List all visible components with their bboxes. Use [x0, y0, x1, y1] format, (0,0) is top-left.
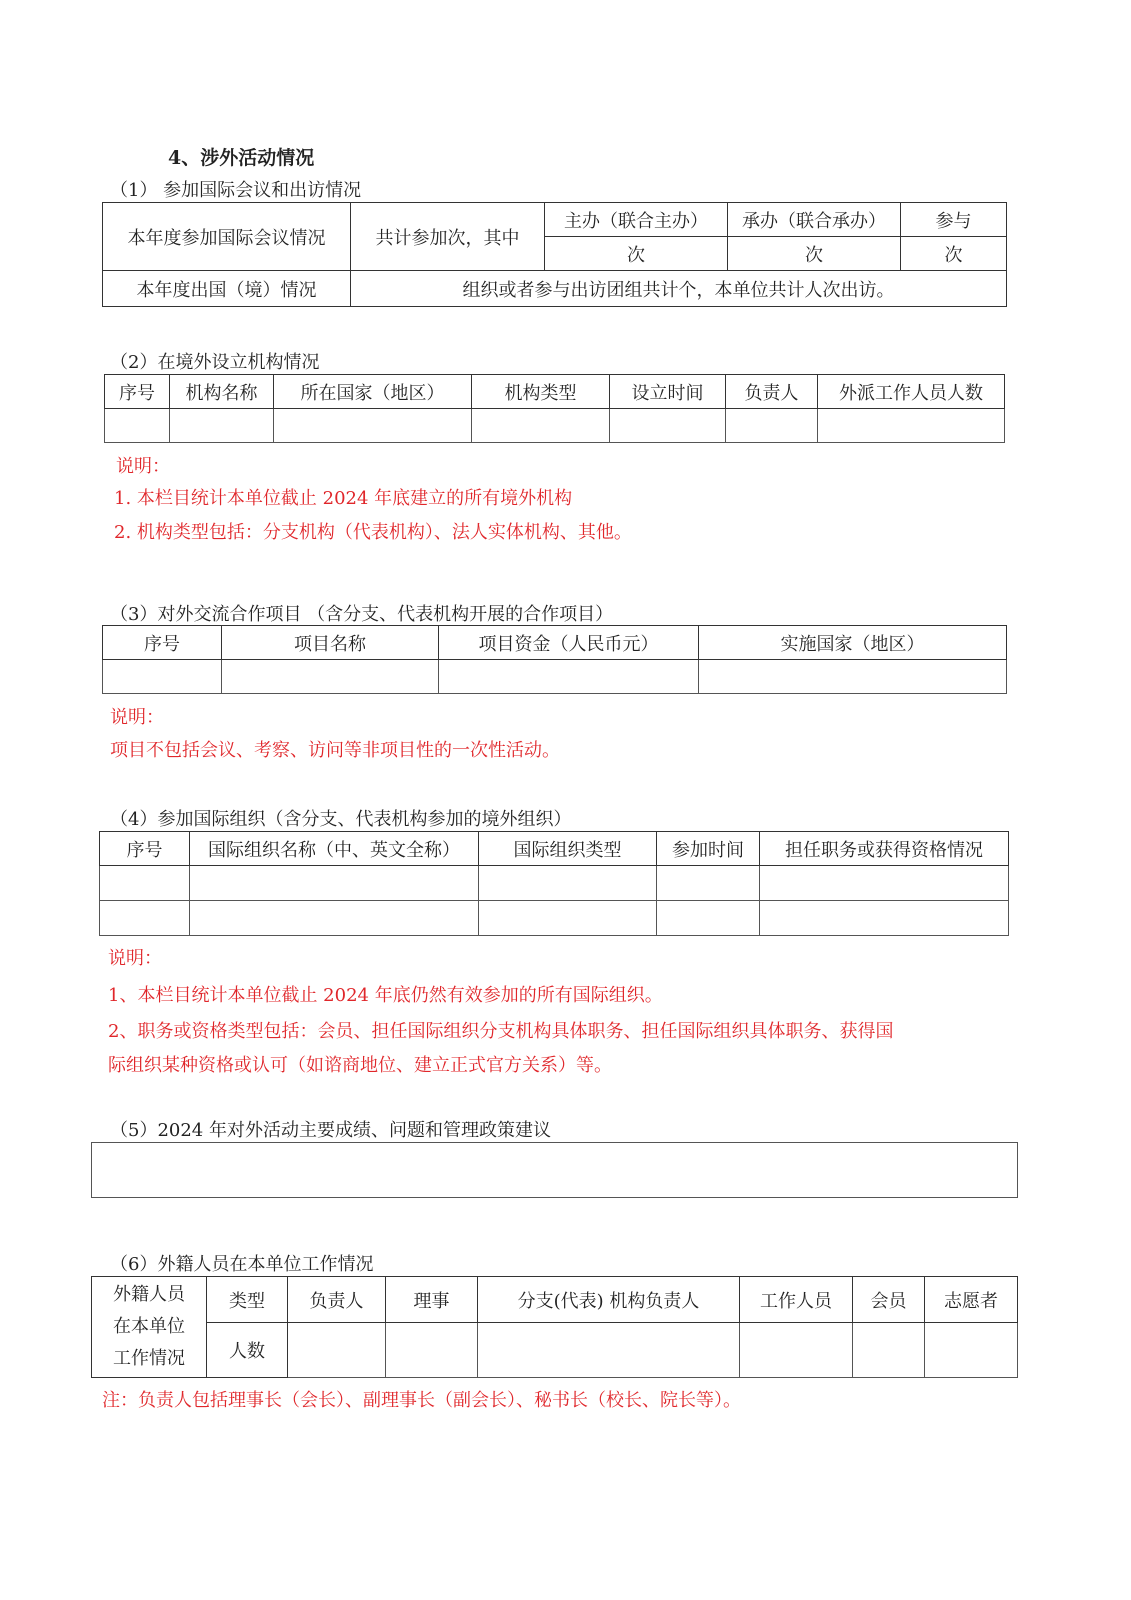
count-leader[interactable] — [288, 1323, 386, 1378]
table-cell[interactable] — [100, 901, 190, 936]
col-header: 负责人 — [288, 1277, 386, 1323]
outbound-row-label: 本年度出国（境）情况 — [103, 271, 351, 307]
count-branch-leader[interactable] — [478, 1323, 740, 1378]
col-header: 参加时间 — [657, 832, 760, 866]
host-header: 主办（联合主办） — [545, 203, 728, 237]
footnote: 注：负责人包括理事长（会长）、副理事长（副会长）、秘书长（校长、院长等）。 — [102, 1390, 741, 1411]
section-1-title: （1） 参加国际会议和出访情况 — [110, 180, 362, 201]
col-header: 机构类型 — [472, 375, 610, 409]
table-cell[interactable] — [818, 409, 1005, 443]
table-cell[interactable] — [105, 409, 170, 443]
foreign-staff-row-label — [92, 1277, 207, 1378]
col-header: 分支(代表) 机构负责人 — [478, 1277, 740, 1323]
table-cell[interactable] — [760, 901, 1009, 936]
count-label: 人数 — [207, 1323, 288, 1378]
row-label-line: 工作情况 — [113, 1348, 185, 1369]
table-cell[interactable] — [472, 409, 610, 443]
section-4-title: （4）参加国际组织（含分支、代表机构参加的境外组织） — [110, 809, 572, 830]
undertake-count[interactable]: 次 — [728, 237, 901, 271]
host-count[interactable]: 次 — [545, 237, 728, 271]
col-header: 项目名称 — [222, 626, 439, 660]
table-cell[interactable] — [657, 901, 760, 936]
table-row — [100, 901, 1009, 936]
note-title: 说明： — [108, 948, 162, 969]
col-header: 序号 — [103, 626, 222, 660]
meetings-total: 共计参加次，其中 — [351, 203, 545, 271]
col-header: 所在国家（地区） — [274, 375, 472, 409]
col-header: 国际组织类型 — [479, 832, 657, 866]
section-title: 4、涉外活动情况 — [168, 147, 315, 169]
foreign-staff-table — [91, 1276, 1018, 1378]
international-orgs-table — [99, 831, 1009, 936]
table-cell[interactable] — [479, 866, 657, 901]
col-header: 理事 — [386, 1277, 478, 1323]
count-member[interactable] — [853, 1323, 925, 1378]
participate-count[interactable]: 次 — [901, 237, 1007, 271]
achievements-input-box[interactable] — [91, 1142, 1018, 1198]
type-label: 类型 — [207, 1277, 288, 1323]
col-header: 实施国家（地区） — [699, 626, 1007, 660]
section-6-title: （6）外籍人员在本单位工作情况 — [110, 1254, 374, 1275]
table-row — [92, 1323, 1018, 1378]
section-5-title: （5）2024 年对外活动主要成绩、问题和管理政策建议 — [110, 1120, 551, 1141]
note-line: 项目不包括会议、考察、访问等非项目性的一次性活动。 — [110, 740, 560, 761]
overseas-institutions-table — [104, 374, 1005, 443]
table-row — [105, 409, 1005, 443]
note-title: 说明： — [110, 707, 164, 728]
table-cell[interactable] — [726, 409, 818, 443]
col-header: 项目资金（人民币元） — [439, 626, 699, 660]
col-header: 会员 — [853, 1277, 925, 1323]
note-line: 2. 机构类型包括：分支机构（代表机构）、法人实体机构、其他。 — [114, 522, 632, 543]
section-2-title: （2）在境外设立机构情况 — [110, 352, 320, 373]
table-cell[interactable] — [222, 660, 439, 694]
table-cell[interactable] — [439, 660, 699, 694]
table-cell[interactable] — [479, 901, 657, 936]
col-header: 工作人员 — [740, 1277, 853, 1323]
count-staff[interactable] — [740, 1323, 853, 1378]
note-title: 说明： — [116, 456, 170, 477]
row-label-line: 外籍人员 — [113, 1284, 185, 1305]
count-volunteer[interactable] — [925, 1323, 1018, 1378]
table-cell[interactable] — [760, 866, 1009, 901]
col-header: 序号 — [105, 375, 170, 409]
note-line: 1、本栏目统计本单位截止 2024 年底仍然有效参加的所有国际组织。 — [108, 985, 663, 1006]
col-header: 负责人 — [726, 375, 818, 409]
meetings-row-label: 本年度参加国际会议情况 — [103, 203, 351, 271]
col-header: 志愿者 — [925, 1277, 1018, 1323]
table-cell[interactable] — [610, 409, 726, 443]
col-header: 设立时间 — [610, 375, 726, 409]
note-line: 际组织某种资格或认可（如谘商地位、建立正式官方关系）等。 — [108, 1055, 612, 1076]
note-line: 1. 本栏目统计本单位截止 2024 年底建立的所有境外机构 — [114, 488, 573, 509]
table-cell[interactable] — [100, 866, 190, 901]
participate-header: 参与 — [901, 203, 1007, 237]
row-label-line: 在本单位 — [113, 1316, 185, 1337]
table-row — [103, 660, 1007, 694]
col-header: 外派工作人员人数 — [818, 375, 1005, 409]
col-header: 担任职务或获得资格情况 — [760, 832, 1009, 866]
table-cell[interactable] — [699, 660, 1007, 694]
col-header: 序号 — [100, 832, 190, 866]
table-cell[interactable] — [657, 866, 760, 901]
table-cell[interactable] — [274, 409, 472, 443]
table-cell[interactable] — [103, 660, 222, 694]
section-3-title: （3）对外交流合作项目 （含分支、代表机构开展的合作项目） — [110, 604, 614, 625]
note-line: 2、职务或资格类型包括：会员、担任国际组织分支机构具体职务、担任国际组织具体职务、获得国 — [108, 1021, 894, 1042]
undertake-header: 承办（联合承办） — [728, 203, 901, 237]
table-cell[interactable] — [190, 901, 479, 936]
table-row — [100, 866, 1009, 901]
meetings-table — [102, 202, 1007, 307]
table-cell[interactable] — [170, 409, 274, 443]
count-director[interactable] — [386, 1323, 478, 1378]
col-header: 国际组织名称（中、英文全称） — [190, 832, 479, 866]
cooperation-projects-table — [102, 625, 1007, 694]
table-cell[interactable] — [190, 866, 479, 901]
outbound-value[interactable]: 组织或者参与出访团组共计个，本单位共计人次出访。 — [351, 271, 1007, 307]
col-header: 机构名称 — [170, 375, 274, 409]
